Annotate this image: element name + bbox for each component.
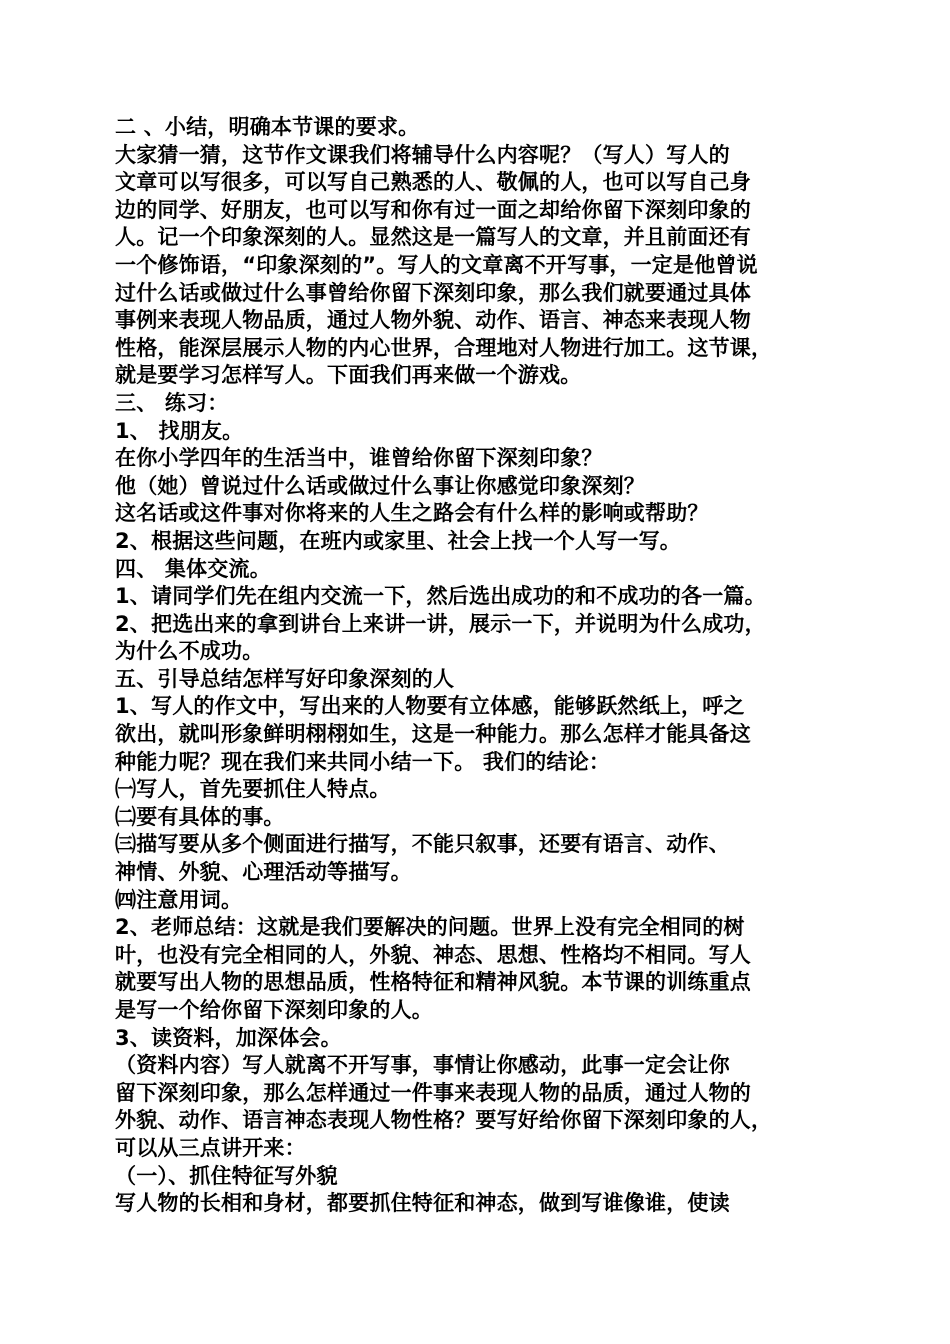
text-line: ㈡要有具体的事。 <box>115 804 285 829</box>
text-line: 写人物的长相和身材，都要抓住特征和神态，做到写谁像谁，使读 <box>115 1191 730 1216</box>
text-line: 2、老师总结：这就是我们要解决的问题。世界上没有完全相同的树 <box>115 915 745 940</box>
text-line: 边的同学、好朋友，也可以写和你有过一面之却给你留下深刻印象的 <box>115 197 751 222</box>
text-line: 就是要学习怎样写人。下面我们再来做一个游戏。 <box>115 363 582 388</box>
text-line: 过什么话或做过什么事曾给你留下深刻印象，那么我们就要通过具体 <box>115 280 751 305</box>
text-line: 二 、小结，明确本节课的要求。 <box>115 115 420 139</box>
text-line: 留下深刻印象，那么怎样通过一件事来表现人物的品质，通过人物的 <box>115 1080 751 1105</box>
text-line: 1、请同学们先在组内交流一下，然后选出成功的和不成功的各一篇。 <box>115 584 766 609</box>
text-line: 1、写人的作文中，写出来的人物要有立体感，能够跃然纸上，呼之 <box>115 694 745 719</box>
document-body <box>115 114 855 1218</box>
text-line: 事例来表现人物品质，通过人物外貌、动作、语言、神态来表现人物 <box>115 308 751 333</box>
text-line: 四、 集体交流。 <box>115 556 271 581</box>
text-line: 五、引导总结怎样写好印象深刻的人 <box>115 666 455 691</box>
text-line: ㈣注意用词。 <box>115 887 243 912</box>
text-line: 3、读资料，加深体会。 <box>115 1025 342 1050</box>
text-line: ㈠写人，首先要抓住人特点。 <box>115 777 391 802</box>
text-line: 神情、外貌、心理活动等描写。 <box>115 860 412 885</box>
text-line: 1、 找朋友。 <box>115 418 244 443</box>
text-line: 这名话或这件事对你将来的人生之路会有什么样的影响或帮助？ <box>115 501 709 526</box>
text-line: 种能力呢？现在我们来共同小结一下。 我们的结论： <box>115 749 611 774</box>
text-line: 文章可以写很多，可以写自己熟悉的人、敬佩的人，也可以写自己身 <box>115 170 751 195</box>
text-line: 2、根据这些问题，在班内或家里、社会上找一个人写一写。 <box>115 528 682 553</box>
text-line: 大家猜一猜，这节作文课我们将辅导什么内容呢？（写人）写人的 <box>115 142 730 167</box>
text-line: 就要写出人物的思想品质，性格特征和精神风貌。本节课的训练重点 <box>115 970 751 995</box>
text-line: 一个修饰语，“印象深刻的”。写人的文章离不开写事，一定是他曾说 <box>115 252 758 277</box>
text-line: （资料内容）写人就离不开写事，事情让你感动，此事一定会让你 <box>115 1053 730 1078</box>
text-line: 叶，也没有完全相同的人，外貌、神态、思想、性格均不相同。写人 <box>115 942 751 967</box>
text-line: 可以从三点讲开来： <box>115 1135 306 1160</box>
text-line: 外貌、动作、语言神态表现人物性格？要写好给你留下深刻印象的人， <box>115 1108 773 1133</box>
text-line: 在你小学四年的生活当中，谁曾给你留下深刻印象？ <box>115 446 603 471</box>
text-line: 是写一个给你留下深刻印象的人。 <box>115 998 433 1022</box>
text-line: 人。记一个印象深刻的人。显然这是一篇写人的文章，并且前面还有 <box>115 225 751 250</box>
text-line: ㈢描写要从多个侧面进行描写，不能只叙事，还要有语言、动作、 <box>115 832 730 857</box>
text-line: 为什么不成功。 <box>115 639 264 664</box>
text-line: 他（她）曾说过什么话或做过什么事让你感觉印象深刻？ <box>115 473 645 498</box>
text-line: 三、 练习： <box>115 390 229 415</box>
text-line: （一）、抓住特征写外貌 <box>115 1163 338 1188</box>
text-line: 2、把选出来的拿到讲台上来讲一讲，展示一下，并说明为什么成功， <box>115 611 766 636</box>
text-line: 欲出，就叫形象鲜明栩栩如生，这是一种能力。那么怎样才能具备这 <box>115 722 751 747</box>
text-line: 性格，能深层展示人物的内心世界，合理地对人物进行加工。这节课， <box>115 335 773 360</box>
